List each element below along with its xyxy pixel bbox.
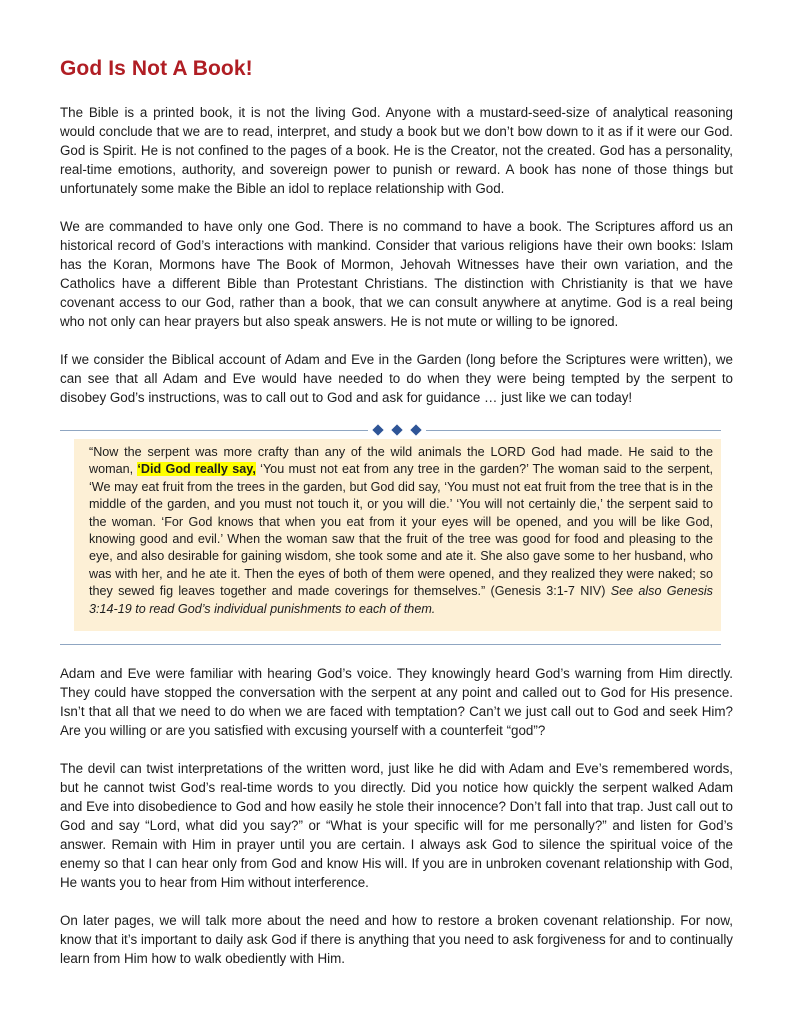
bottom-divider	[60, 644, 721, 645]
paragraph-5: The devil can twist interpretations of the written word, just like he did with Adam and Eve’s remembered words, but he cannot twist God’s real-time words to you directly. Did you notice how quickly the serpent walked Adam and Eve into disobedience to God and how easily he stole their innocence? Don’t fall into that trap. Just call out to God and say “Lord, what did you say?” or “What is your specific will for me personally?” and listen for God’s answer. Remain with Him in prayer until you are certain. I always ask God to silence the spiritual voice of the enemy so that I can hear only from God and know His will. If you are in unbroken covenant relationship with God, He wants you to hear from Him without interference.	[60, 761, 733, 890]
diamond-icon	[372, 424, 383, 435]
page	[60, 55, 733, 968]
diamond-icon	[410, 424, 421, 435]
divider-ornament	[368, 423, 426, 437]
quote-see-also: See also Genesis 3:14-19 to read God’s individual punishments to each of them.	[89, 584, 713, 616]
scripture-quote-box	[74, 439, 721, 631]
quote-text-after: ‘You must not eat from any tree in the garden?’ The woman said to the serpent, ‘We may eat fruit from the trees in the garden, but God did say, ‘You must not eat fruit from the tree that is in the middle of the garden, and you must not touch it, or you will die.’ ‘You will not certainly die,’ the serpent said to the woman. ‘For God knows that when you eat from it your eyes will be opened, and you will be like God, knowing good and evil.’ When the woman saw that the fruit of the tree was good for food and pleasing to the eye, and also desirable for gaining wisdom, she took some and ate it. She also gave some to her husband, who was with her, and he ate it. Then the eyes of both of them were opened, and they realized they were naked; so they sewed fig leaves together and made coverings for themselves.”	[89, 462, 713, 599]
quote-highlight: ‘Did God really say,	[137, 462, 256, 477]
page-title: God Is Not A Book!	[60, 57, 253, 80]
quote-text-before: “Now the serpent was more crafty than any of the wild animals the LORD God had made. He said to the woman,	[89, 445, 713, 477]
paragraph-6: On later pages, we will talk more about the need and how to restore a broken covenant relationship. For now, know that it’s important to daily ask God if there is anything that you need to ask forgiveness for and to continually learn from Him how to walk obediently with Him.	[60, 913, 733, 966]
quote-citation: (Genesis 3:1-7 NIV)	[485, 584, 611, 599]
paragraph-1: The Bible is a printed book, it is not the living God. Anyone with a mustard-seed-size of analytical reasoning would conclude that we are to read, interpret, and study a book but we don’t bow down to it as if it were our God. God is Spirit. He is not confined to the pages of a book. He is the Creator, not the created. God has a personality, real-time emotions, authority, and sovereign power to punish or reward. A book has none of those things but unfortunately some make the Bible an idol to replace relationship with God.	[60, 105, 733, 196]
paragraph-4: Adam and Eve were familiar with hearing God’s voice. They knowingly heard God’s warning from Him directly. They could have stopped the conversation with the serpent at any point and called out to God for His presence. Isn’t that all that we need to do when we are faced with temptation? Can’t we just call out to God and seek Him? Are you willing or are you satisfied with excusing yourself with a counterfeit “god”?	[60, 666, 733, 738]
scripture-quote	[89, 444, 713, 618]
paragraph-3: If we consider the Biblical account of Adam and Eve in the Garden (long before the Scriptures were written), we can see that all Adam and Eve would have needed to do when they were being tempted by the serpent to disobey God’s instructions, was to call out to God and ask for guidance … just like we can today!	[60, 352, 733, 405]
scripture-quote-section	[60, 423, 733, 645]
diamond-icon	[391, 424, 402, 435]
paragraph-2: We are commanded to have only one God. There is no command to have a book. The Scriptures afford us an historical record of God’s interactions with mankind. Consider that various religions have their own books: Islam has the Koran, Mormons have The Book of Mormon, Jehovah Witnesses have their own variation, and the Catholics have a different Bible than Protestant Christians. The distinction with Christianity is that we have covenant access to our God, rather than a book, that we can consult anywhere at anytime. God is a real being who not only can hear prayers but also speak answers. He is not mute or willing to be ignored.	[60, 219, 733, 329]
